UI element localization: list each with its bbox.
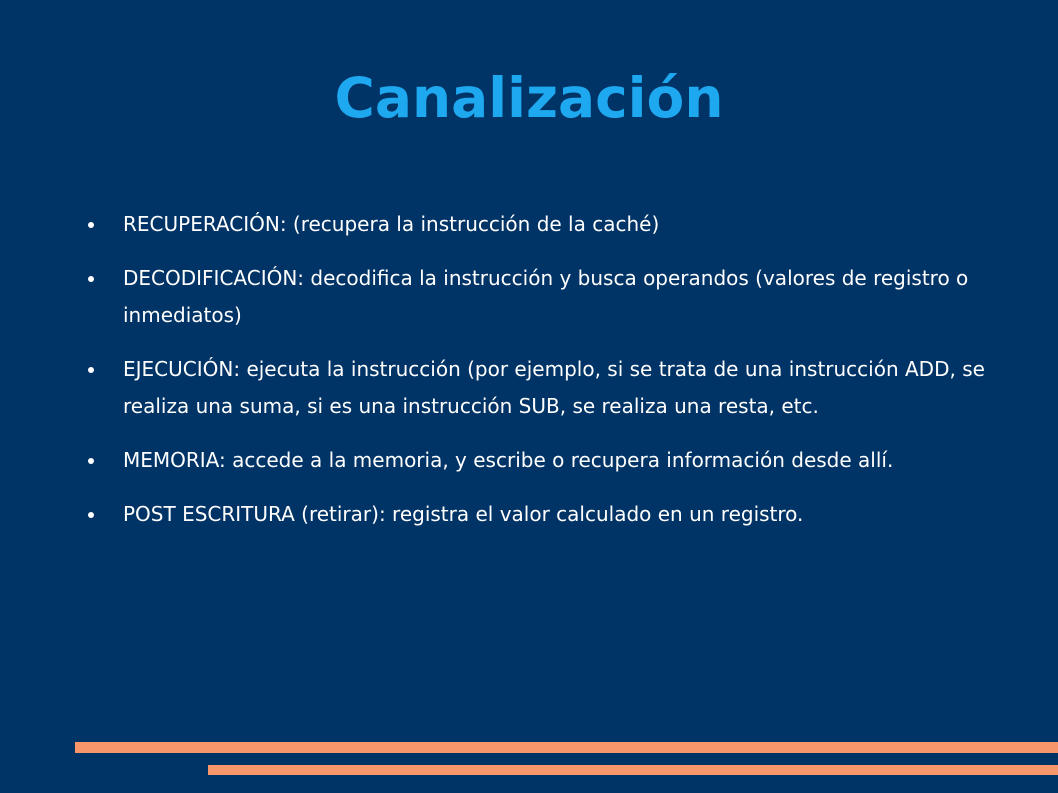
bullet-item-decodificacion <box>88 260 988 334</box>
bullet-dot-icon <box>88 458 94 464</box>
bullet-item-ejecucion <box>88 351 988 425</box>
bullet-list <box>88 206 988 550</box>
bullet-dot-icon <box>88 512 94 518</box>
bullet-text: DECODIFICACIÓN: decodifica la instrucción y busca operandos (valores de registro o inmediatos) <box>123 266 969 327</box>
footer-stripe-bottom <box>208 765 1058 775</box>
bullet-text: RECUPERACIÓN: (recupera la instrucción de la caché) <box>123 212 660 236</box>
slide-title: Canalización <box>334 66 724 130</box>
bullet-dot-icon <box>88 367 94 373</box>
bullet-item-recuperacion <box>88 206 988 243</box>
bullet-dot-icon <box>88 222 94 228</box>
footer-stripe-top <box>75 742 1058 753</box>
bullet-text: EJECUCIÓN: ejecuta la instrucción (por ejemplo, si se trata de una instrucción ADD, se realiza una suma, si es una instrucción SUB, se realiza una resta, etc. <box>123 357 985 418</box>
bullet-text: POST ESCRITURA (retirar): registra el valor calculado en un registro. <box>123 502 804 526</box>
bullet-item-post-escritura <box>88 496 988 533</box>
bullet-text: MEMORIA: accede a la memoria, y escribe o recupera información desde allí. <box>123 448 894 472</box>
bullet-dot-icon <box>88 276 94 282</box>
bullet-item-memoria <box>88 442 988 479</box>
